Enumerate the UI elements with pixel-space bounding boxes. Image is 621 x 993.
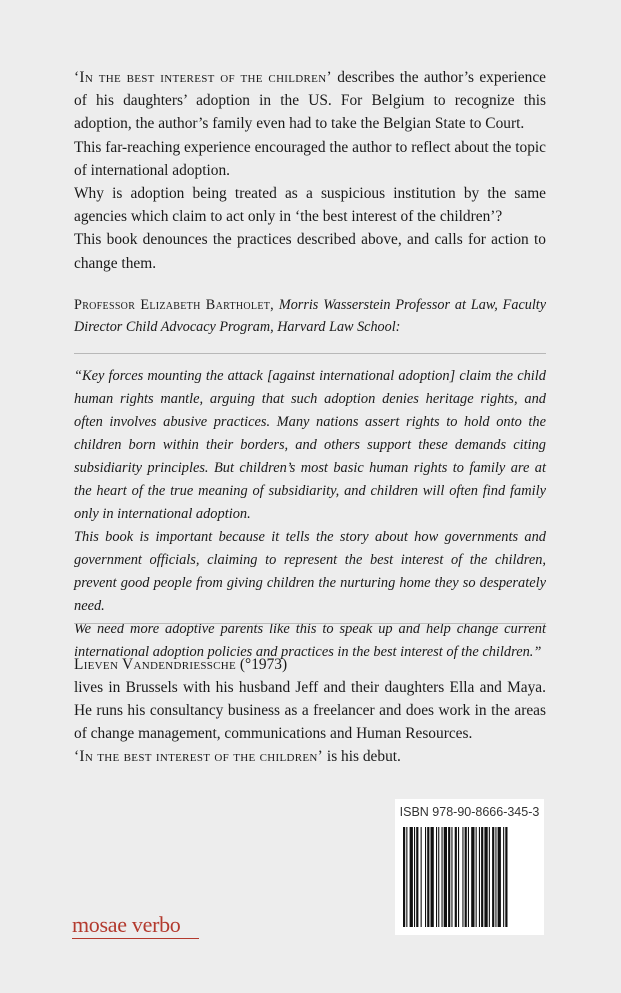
barcode-stripe bbox=[403, 827, 405, 927]
barcode-stripe bbox=[489, 827, 490, 927]
barcode-stripe bbox=[465, 827, 467, 927]
barcode-stripe bbox=[484, 827, 487, 927]
barcode-stripe bbox=[414, 827, 415, 927]
barcode-stripe bbox=[455, 827, 457, 927]
barcode-stripe bbox=[442, 827, 443, 927]
divider-top bbox=[74, 353, 546, 354]
book-title-smallcaps: ‘In the best interest of the children’ bbox=[74, 69, 332, 86]
barcode-stripe bbox=[410, 827, 413, 927]
barcode-stripe bbox=[479, 827, 480, 927]
intro-paragraph: This book denounces the practices described above, and calls for action to change them. bbox=[74, 231, 546, 272]
barcode-stripe bbox=[438, 827, 439, 927]
endorser-name: Professor Elizabeth Bartholet, bbox=[74, 297, 274, 313]
publisher-logo-underline bbox=[72, 938, 199, 939]
barcode-stripe bbox=[498, 827, 501, 927]
book-title-smallcaps: ‘In the best interest of the children’ bbox=[74, 748, 324, 765]
intro-text bbox=[74, 66, 546, 275]
endorsement-quote bbox=[74, 365, 546, 664]
isbn-label: ISBN 978-90-8666-345-3 bbox=[399, 805, 540, 819]
barcode-stripe bbox=[471, 827, 474, 927]
author-bio bbox=[74, 653, 546, 768]
barcode-stripe bbox=[462, 827, 463, 927]
intro-paragraph: Why is adoption being treated as a suspicious institution by the same agencies which claim to act only in ‘the best interest of the children’? bbox=[74, 185, 546, 226]
barcode-stripe bbox=[503, 827, 504, 927]
author-bio-text: lives in Brussels with his husband Jeff and their daughters Ella and Maya. He runs his consultancy business as a freelancer and does work in the areas of change management, communications and Human Resources. bbox=[74, 679, 546, 742]
publisher-logo: mosae verbo bbox=[72, 912, 181, 937]
intro-paragraph: This far-reaching experience encouraged the author to reflect about the topic of international adoption. bbox=[74, 138, 546, 179]
author-name: Lieven Vandendriessche bbox=[74, 656, 237, 673]
barcode-stripe bbox=[492, 827, 494, 927]
barcode-stripe bbox=[468, 827, 469, 927]
quote-paragraph: This book is important because it tells the story about how governments and government officials, claiming to represent the best interest of the children, prevent good people from giving children the nurturing home they so desperately need. bbox=[74, 529, 546, 614]
intro-paragraph: ‘In the best interest of the children’ describes the author’s experience of his daughters’ adoption in the US. For Belgium to recognize this adoption, the author’s family even had to take the Belgian State to Court. bbox=[74, 69, 546, 133]
barcode-stripe bbox=[448, 827, 450, 927]
barcode-stripe bbox=[451, 827, 452, 927]
author-years: (°1973) bbox=[236, 656, 288, 673]
barcode-stripe bbox=[427, 827, 429, 927]
author-heading bbox=[74, 653, 546, 676]
barcode-stripe bbox=[421, 827, 422, 927]
barcode-stripe bbox=[425, 827, 426, 927]
divider-bottom bbox=[74, 623, 546, 624]
quote-paragraph: We need more adoptive parents like this to speak up and help change current international adoption policies and practices in the best interest of the children.” bbox=[74, 621, 546, 660]
barcode-stripe bbox=[406, 827, 407, 927]
barcode-stripe bbox=[495, 827, 496, 927]
barcode-stripe bbox=[436, 827, 437, 927]
author-debut: ‘In the best interest of the children’ is his debut. bbox=[74, 748, 401, 765]
barcode-stripe bbox=[431, 827, 434, 927]
quote-attribution bbox=[74, 294, 546, 338]
barcode-box bbox=[395, 799, 544, 935]
barcode-stripe bbox=[458, 827, 459, 927]
barcode-stripe bbox=[481, 827, 483, 927]
quote-paragraph: “Key forces mounting the attack [against international adoption] claim the child human rights mantle, arguing that such adoption denies heritage rights, and often involves abusive practices. Many nations assert rights to hold onto the children born within their borders, and others support these demands citing subsidiarity principles. But children’s most basic human rights to family are at the heart of the true meaning of subsidiarity, and children will often find family only in international adoption. bbox=[74, 368, 546, 522]
barcode-stripe bbox=[505, 827, 507, 927]
barcode-stripe bbox=[416, 827, 418, 927]
endorser-title: Morris Wasserstein Professor at Law, Faculty Director Child Advocacy Program, Harvard Law School: bbox=[74, 297, 547, 335]
barcode-stripe bbox=[476, 827, 477, 927]
barcode-stripe bbox=[444, 827, 447, 927]
barcode-icon bbox=[403, 827, 536, 927]
